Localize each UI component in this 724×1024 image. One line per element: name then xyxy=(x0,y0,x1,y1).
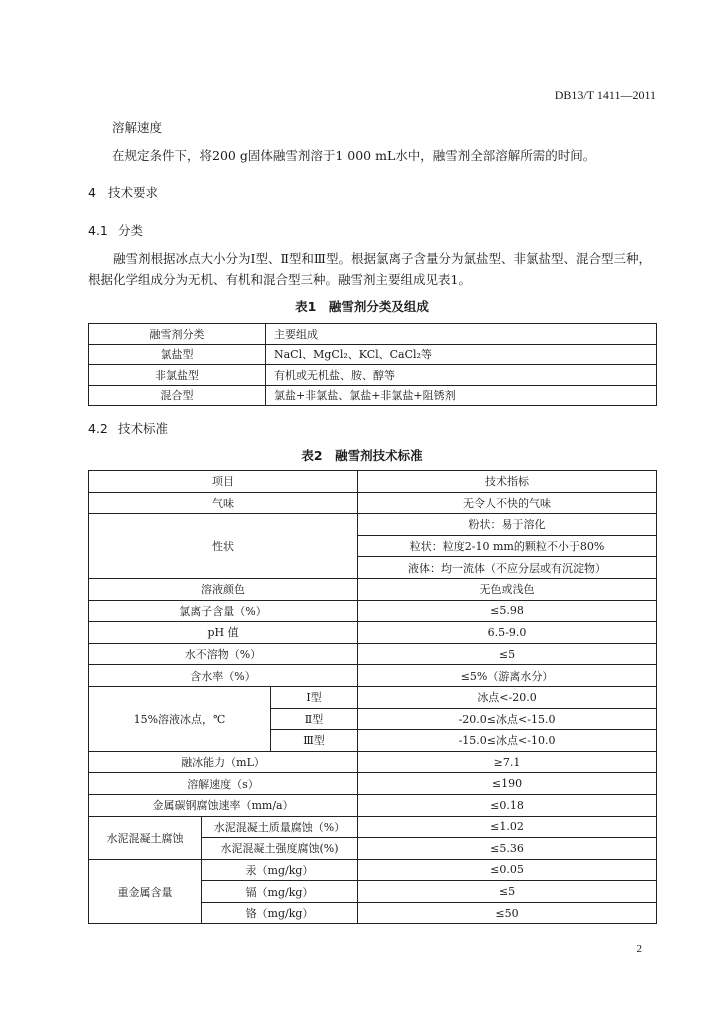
table-cell: 性状 xyxy=(89,514,358,579)
table-cell: 水泥混凝土强度腐蚀(%) xyxy=(202,838,358,860)
table-cell: ≤1.02 xyxy=(358,816,657,838)
table-cell: 粉状：易于溶化 xyxy=(358,514,657,536)
table-cell: Ⅲ型 xyxy=(271,730,358,752)
table-cell: 15%溶液冰点，℃ xyxy=(89,686,271,751)
section-heading-4 xyxy=(88,183,158,201)
table-cell: ≥7.1 xyxy=(358,751,657,773)
table1-caption: 表1 融雪剂分类及组成 xyxy=(295,299,429,314)
section-title: 分类 xyxy=(118,223,144,238)
table-header-cell: 融雪剂分类 xyxy=(89,324,266,345)
table-header-row xyxy=(89,471,657,493)
table-cell: 溶解速度（s） xyxy=(89,773,358,795)
table-header-cell: 项目 xyxy=(89,471,358,493)
table-cell: Ⅰ型 xyxy=(271,686,358,708)
table-row xyxy=(89,643,657,665)
table2-technical-standards xyxy=(88,470,657,924)
section-title: 技术要求 xyxy=(108,185,159,200)
table1-classification xyxy=(88,323,657,406)
table-cell: 液体：均一流体（不应分层或有沉淀物） xyxy=(358,557,657,579)
table-cell: 无色或浅色 xyxy=(358,578,657,600)
table-row xyxy=(89,600,657,622)
table-cell: 氯盐型 xyxy=(89,344,266,365)
table-row xyxy=(89,365,657,386)
table-cell: ≤190 xyxy=(358,773,657,795)
table-cell: -15.0≤冰点<-10.0 xyxy=(358,730,657,752)
table-cell: 汞（mg/kg） xyxy=(202,859,358,881)
table2-caption: 表2 融雪剂技术标准 xyxy=(301,448,423,463)
table-row xyxy=(89,514,657,536)
table-row xyxy=(89,794,657,816)
table-cell: 铬（mg/kg） xyxy=(202,902,358,924)
table-cell: 气味 xyxy=(89,492,358,514)
table-header-cell: 主要组成 xyxy=(266,324,657,345)
table-cell: -20.0≤冰点<-15.0 xyxy=(358,708,657,730)
table-cell: ≤5 xyxy=(358,643,657,665)
section-number: 4.2 xyxy=(88,421,108,436)
table-cell: 混合型 xyxy=(89,385,266,406)
classification-paragraph: 融雪剂根据冰点大小分为Ⅰ型、Ⅱ型和Ⅲ型。根据氯离子含量分为氯盐型、非氯盐型、混合型三种，根据化学组成分为无机、有机和混合型三种。融雪剂主要组成见表1。 xyxy=(88,251,651,287)
table-cell: 6.5-9.0 xyxy=(358,622,657,644)
section-number: 4 xyxy=(88,185,96,200)
standard-number: DB13/T 1411—2011 xyxy=(554,88,656,102)
table-cell: ≤0.18 xyxy=(358,794,657,816)
table-row xyxy=(89,344,657,365)
table-cell: ≤5 xyxy=(358,881,657,903)
table-cell: 水泥混凝土质量腐蚀（%） xyxy=(202,816,358,838)
table-row xyxy=(89,578,657,600)
table-cell: 融冰能力（mL） xyxy=(89,751,358,773)
table-row xyxy=(89,492,657,514)
table-cell: ≤5.36 xyxy=(358,838,657,860)
table-cell: 无令人不快的气味 xyxy=(358,492,657,514)
section-title: 技术标准 xyxy=(118,421,169,436)
table-row xyxy=(89,686,657,708)
term-definition: 在规定条件下，将200 g固体融雪剂溶于1 000 mL水中，融雪剂全部溶解所需的时间。 xyxy=(112,148,596,163)
table-cell: NaCl、MgCl₂、KCl、CaCl₂等 xyxy=(266,344,657,365)
table-cell: 氯盐+非氯盐、氯盐+非氯盐+阻锈剂 xyxy=(266,385,657,406)
table-cell: pH 值 xyxy=(89,622,358,644)
table-cell: 氯离子含量（%） xyxy=(89,600,358,622)
table-cell: 非氯盐型 xyxy=(89,365,266,386)
table-cell: 镉（mg/kg） xyxy=(202,881,358,903)
table-cell: 含水率（%） xyxy=(89,665,358,687)
table-cell: ≤5%（游离水分） xyxy=(358,665,657,687)
table-row xyxy=(89,751,657,773)
table-row xyxy=(89,773,657,795)
table-cell: ≤0.05 xyxy=(358,859,657,881)
table-cell: 重金属含量 xyxy=(89,859,202,924)
table-cell: 金属碳钢腐蚀速率（mm/a） xyxy=(89,794,358,816)
table-header-row xyxy=(89,324,657,345)
table-cell: 溶液颜色 xyxy=(89,578,358,600)
table-cell: ≤5.98 xyxy=(358,600,657,622)
table-cell: 冰点<-20.0 xyxy=(358,686,657,708)
table-cell: Ⅱ型 xyxy=(271,708,358,730)
section-heading-4-2 xyxy=(88,419,168,437)
table-row xyxy=(89,859,657,881)
table-row xyxy=(89,816,657,838)
table-cell: 粒状：粒度2-10 mm的颗粒不小于80% xyxy=(358,535,657,557)
table-cell: 有机或无机盐、胺、醇等 xyxy=(266,365,657,386)
table-cell: ≤50 xyxy=(358,902,657,924)
table-row xyxy=(89,665,657,687)
table-cell: 水泥混凝土腐蚀 xyxy=(89,816,202,859)
section-number: 4.1 xyxy=(88,223,108,238)
section-heading-4-1 xyxy=(88,221,143,239)
page-number: 2 xyxy=(636,943,642,955)
table-cell: 水不溶物（%） xyxy=(89,643,358,665)
table-row xyxy=(89,622,657,644)
table-header-cell: 技术指标 xyxy=(358,471,657,493)
term-title: 溶解速度 xyxy=(112,120,163,135)
table-row xyxy=(89,385,657,406)
